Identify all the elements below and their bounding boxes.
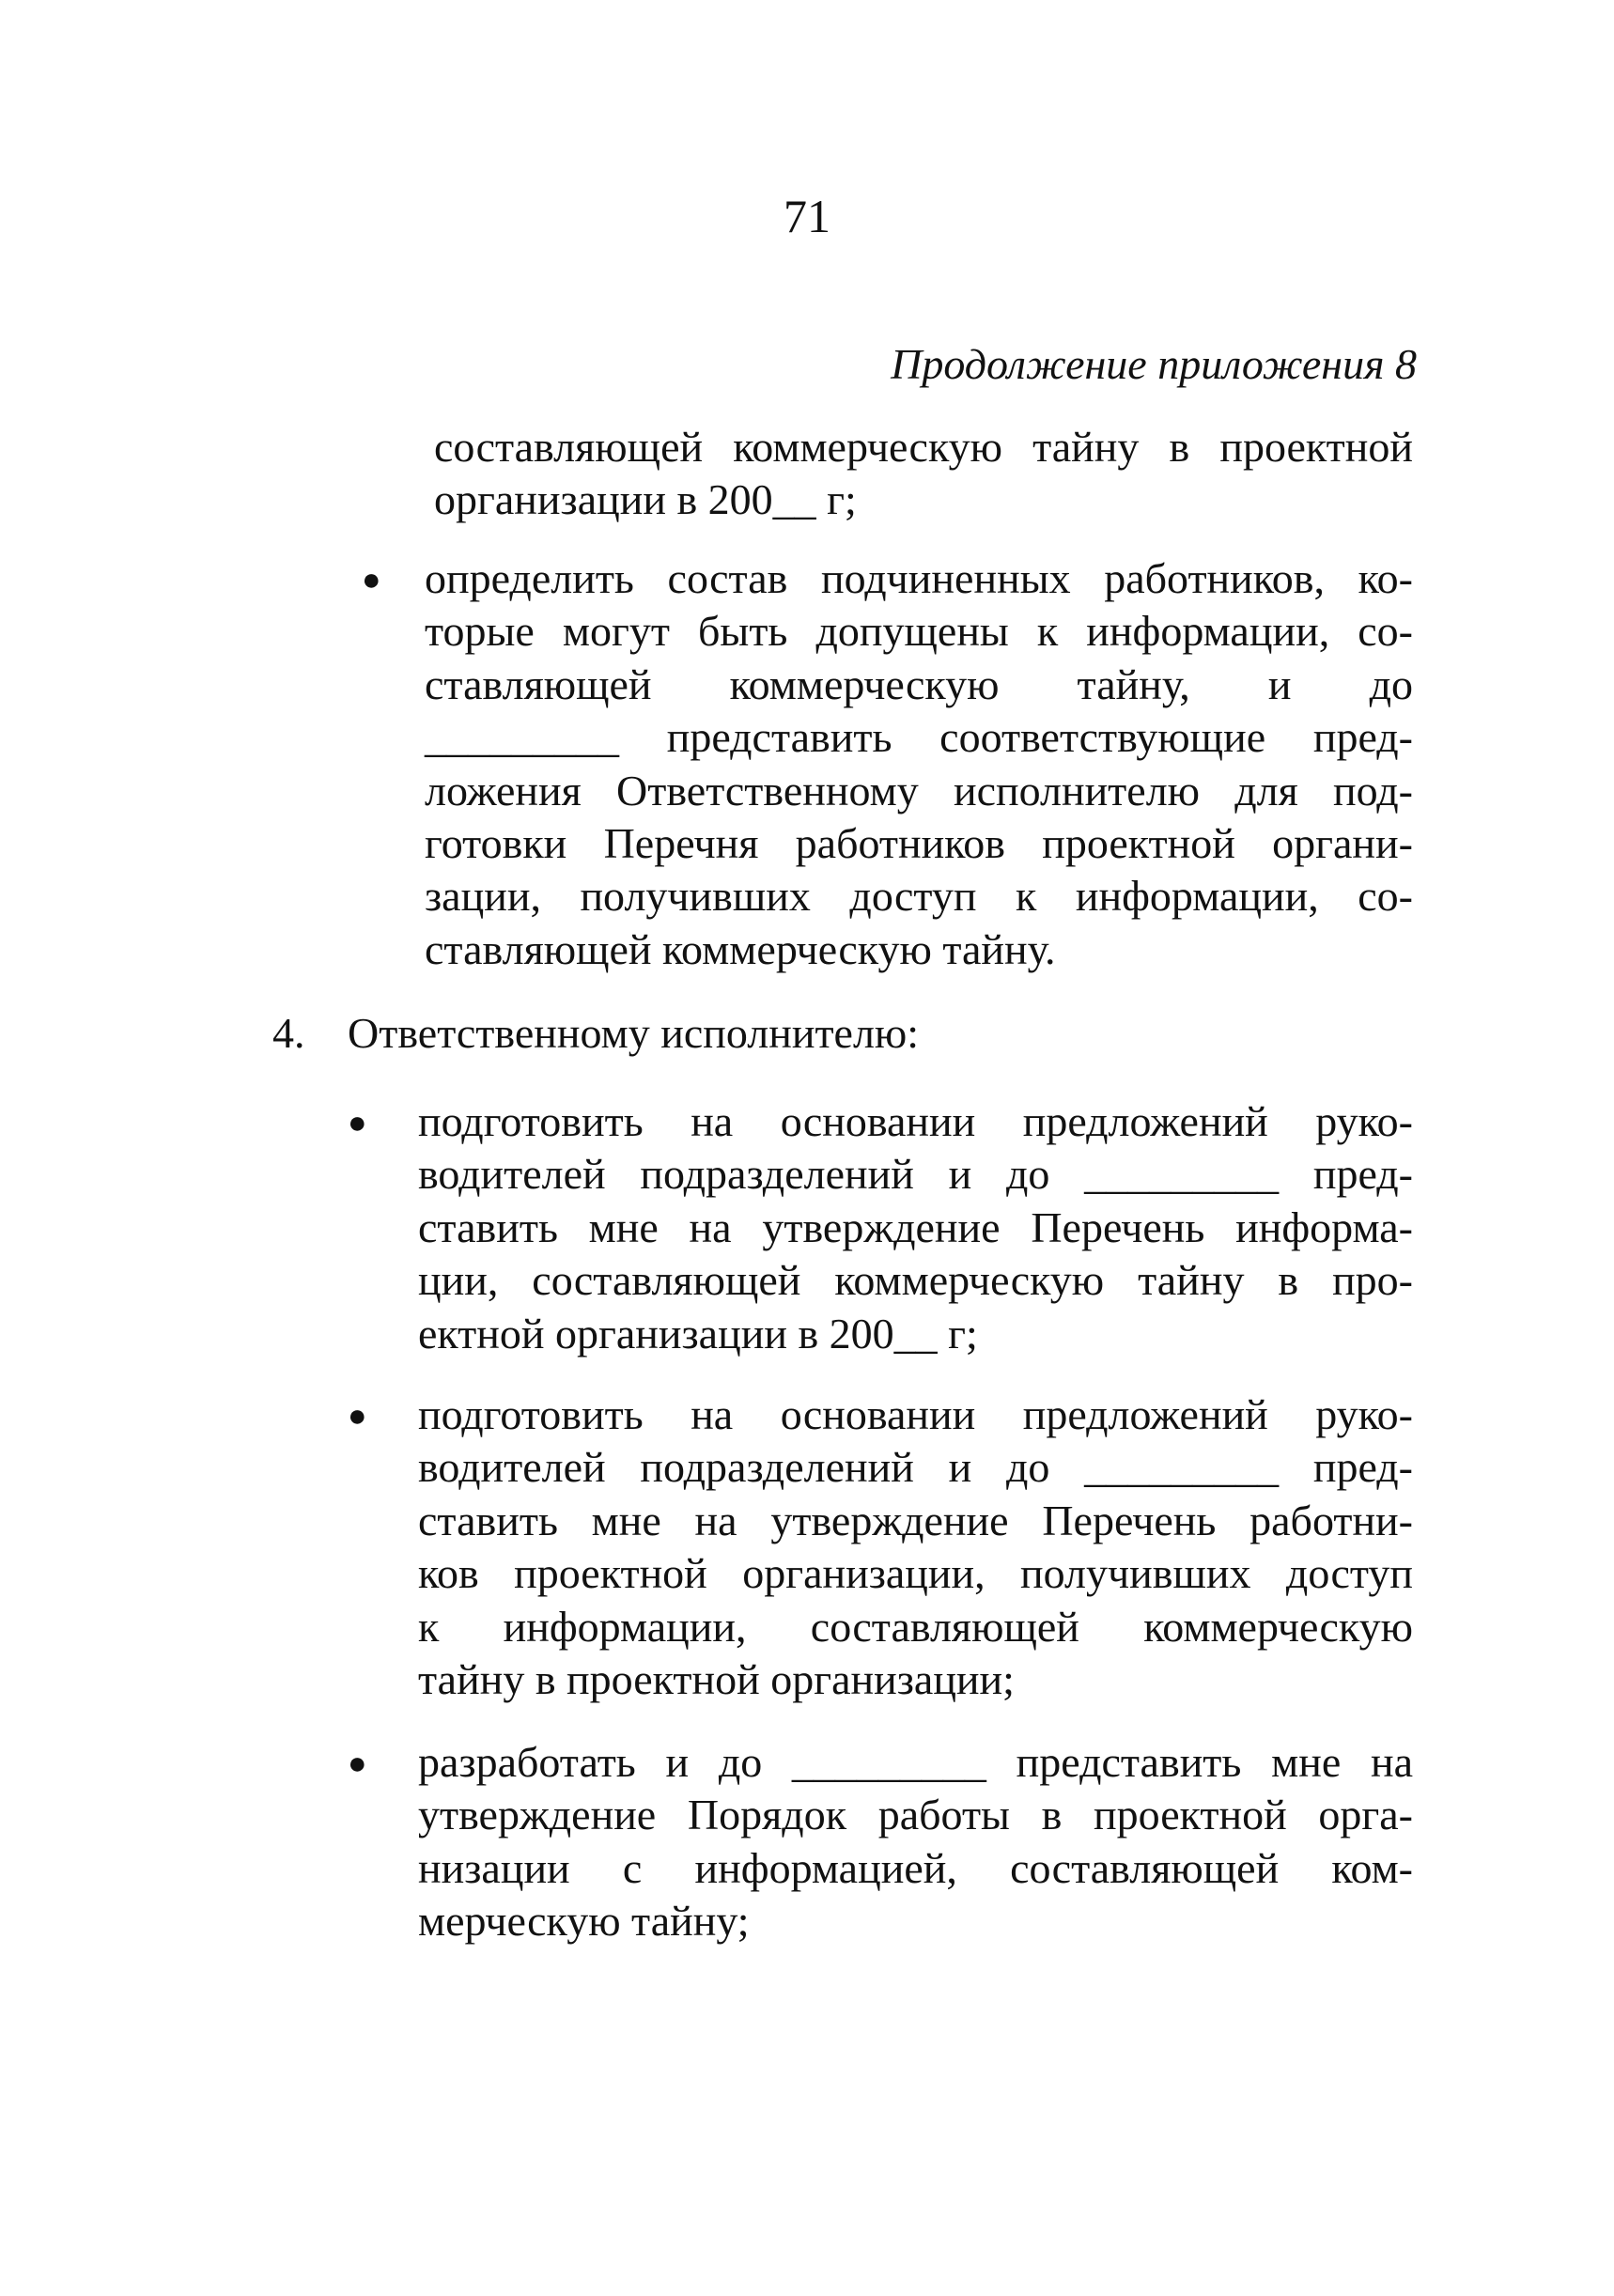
- page-number: 71: [784, 190, 830, 242]
- text-line: ектной организации в 200__ г;: [418, 1309, 978, 1357]
- text-line: определить состав подчиненных работников, ко-: [425, 554, 1413, 602]
- bullet-item-develop-procedure: [418, 1736, 1413, 1948]
- text-line: ставить мне на утверждение Перечень информа-: [418, 1202, 1413, 1251]
- text-line: ставляющей коммерческую тайну.: [425, 924, 1056, 973]
- text-line: ков проектной организации, получивших доступ: [418, 1549, 1413, 1598]
- bullet-item-prepare-info-list: [418, 1095, 1413, 1360]
- text-line: к информации, составляющей коммерческую: [418, 1602, 1413, 1651]
- bullet-marker: ●: [348, 1106, 367, 1140]
- text-line: тайну в проектной организации;: [418, 1655, 1015, 1704]
- text-line: ложения Ответственному исполнителю для под-: [425, 766, 1413, 814]
- bullet-marker: ●: [348, 1399, 367, 1434]
- list-item-text: Ответственному исполнителю:: [348, 1009, 920, 1057]
- bullet-marker: ●: [348, 1746, 367, 1781]
- text-line: подготовить на основании предложений руко-: [418, 1097, 1413, 1145]
- continued-paragraph: [434, 421, 1413, 527]
- text-line: низации с информацией, составляющей ком-: [418, 1843, 1413, 1892]
- continuation-label: Продолжение приложения 8: [891, 340, 1417, 388]
- text-line: водителей подразделений и до _________ пред-: [418, 1150, 1413, 1199]
- list-item-4: [272, 1007, 919, 1060]
- bullet-marker: ●: [362, 563, 381, 597]
- text-line: ции, составляющей коммерческую тайну в про-: [418, 1256, 1413, 1305]
- bullet-item-define-staff: [425, 552, 1413, 976]
- text-line: ставляющей коммерческую тайну, и до: [425, 659, 1413, 708]
- text-line: готовки Перечня работников проектной органи-: [425, 819, 1413, 868]
- text-line: составляющей коммерческую тайну в проектной: [434, 423, 1413, 471]
- text-line: водителей подразделений и до _________ пред-: [418, 1443, 1413, 1492]
- text-line: разработать и до _________ представить мне на: [418, 1738, 1413, 1786]
- text-line: зации, получивших доступ к информации, со-: [425, 872, 1413, 921]
- text-line: _________ представить соответствующие пред-: [425, 713, 1413, 762]
- list-number: 4.: [272, 1009, 305, 1057]
- text-line: подготовить на основании предложений руко-: [418, 1390, 1413, 1438]
- text-line: мерческую тайну;: [418, 1897, 750, 1946]
- text-line: организации в 200__ г;: [434, 475, 857, 524]
- text-line: утверждение Порядок работы в проектной орга-: [418, 1791, 1413, 1839]
- text-line: ставить мне на утверждение Перечень работни-: [418, 1496, 1413, 1544]
- bullet-item-prepare-staff-list: [418, 1388, 1413, 1706]
- text-line: торые могут быть допущены к информации, со-: [425, 607, 1413, 656]
